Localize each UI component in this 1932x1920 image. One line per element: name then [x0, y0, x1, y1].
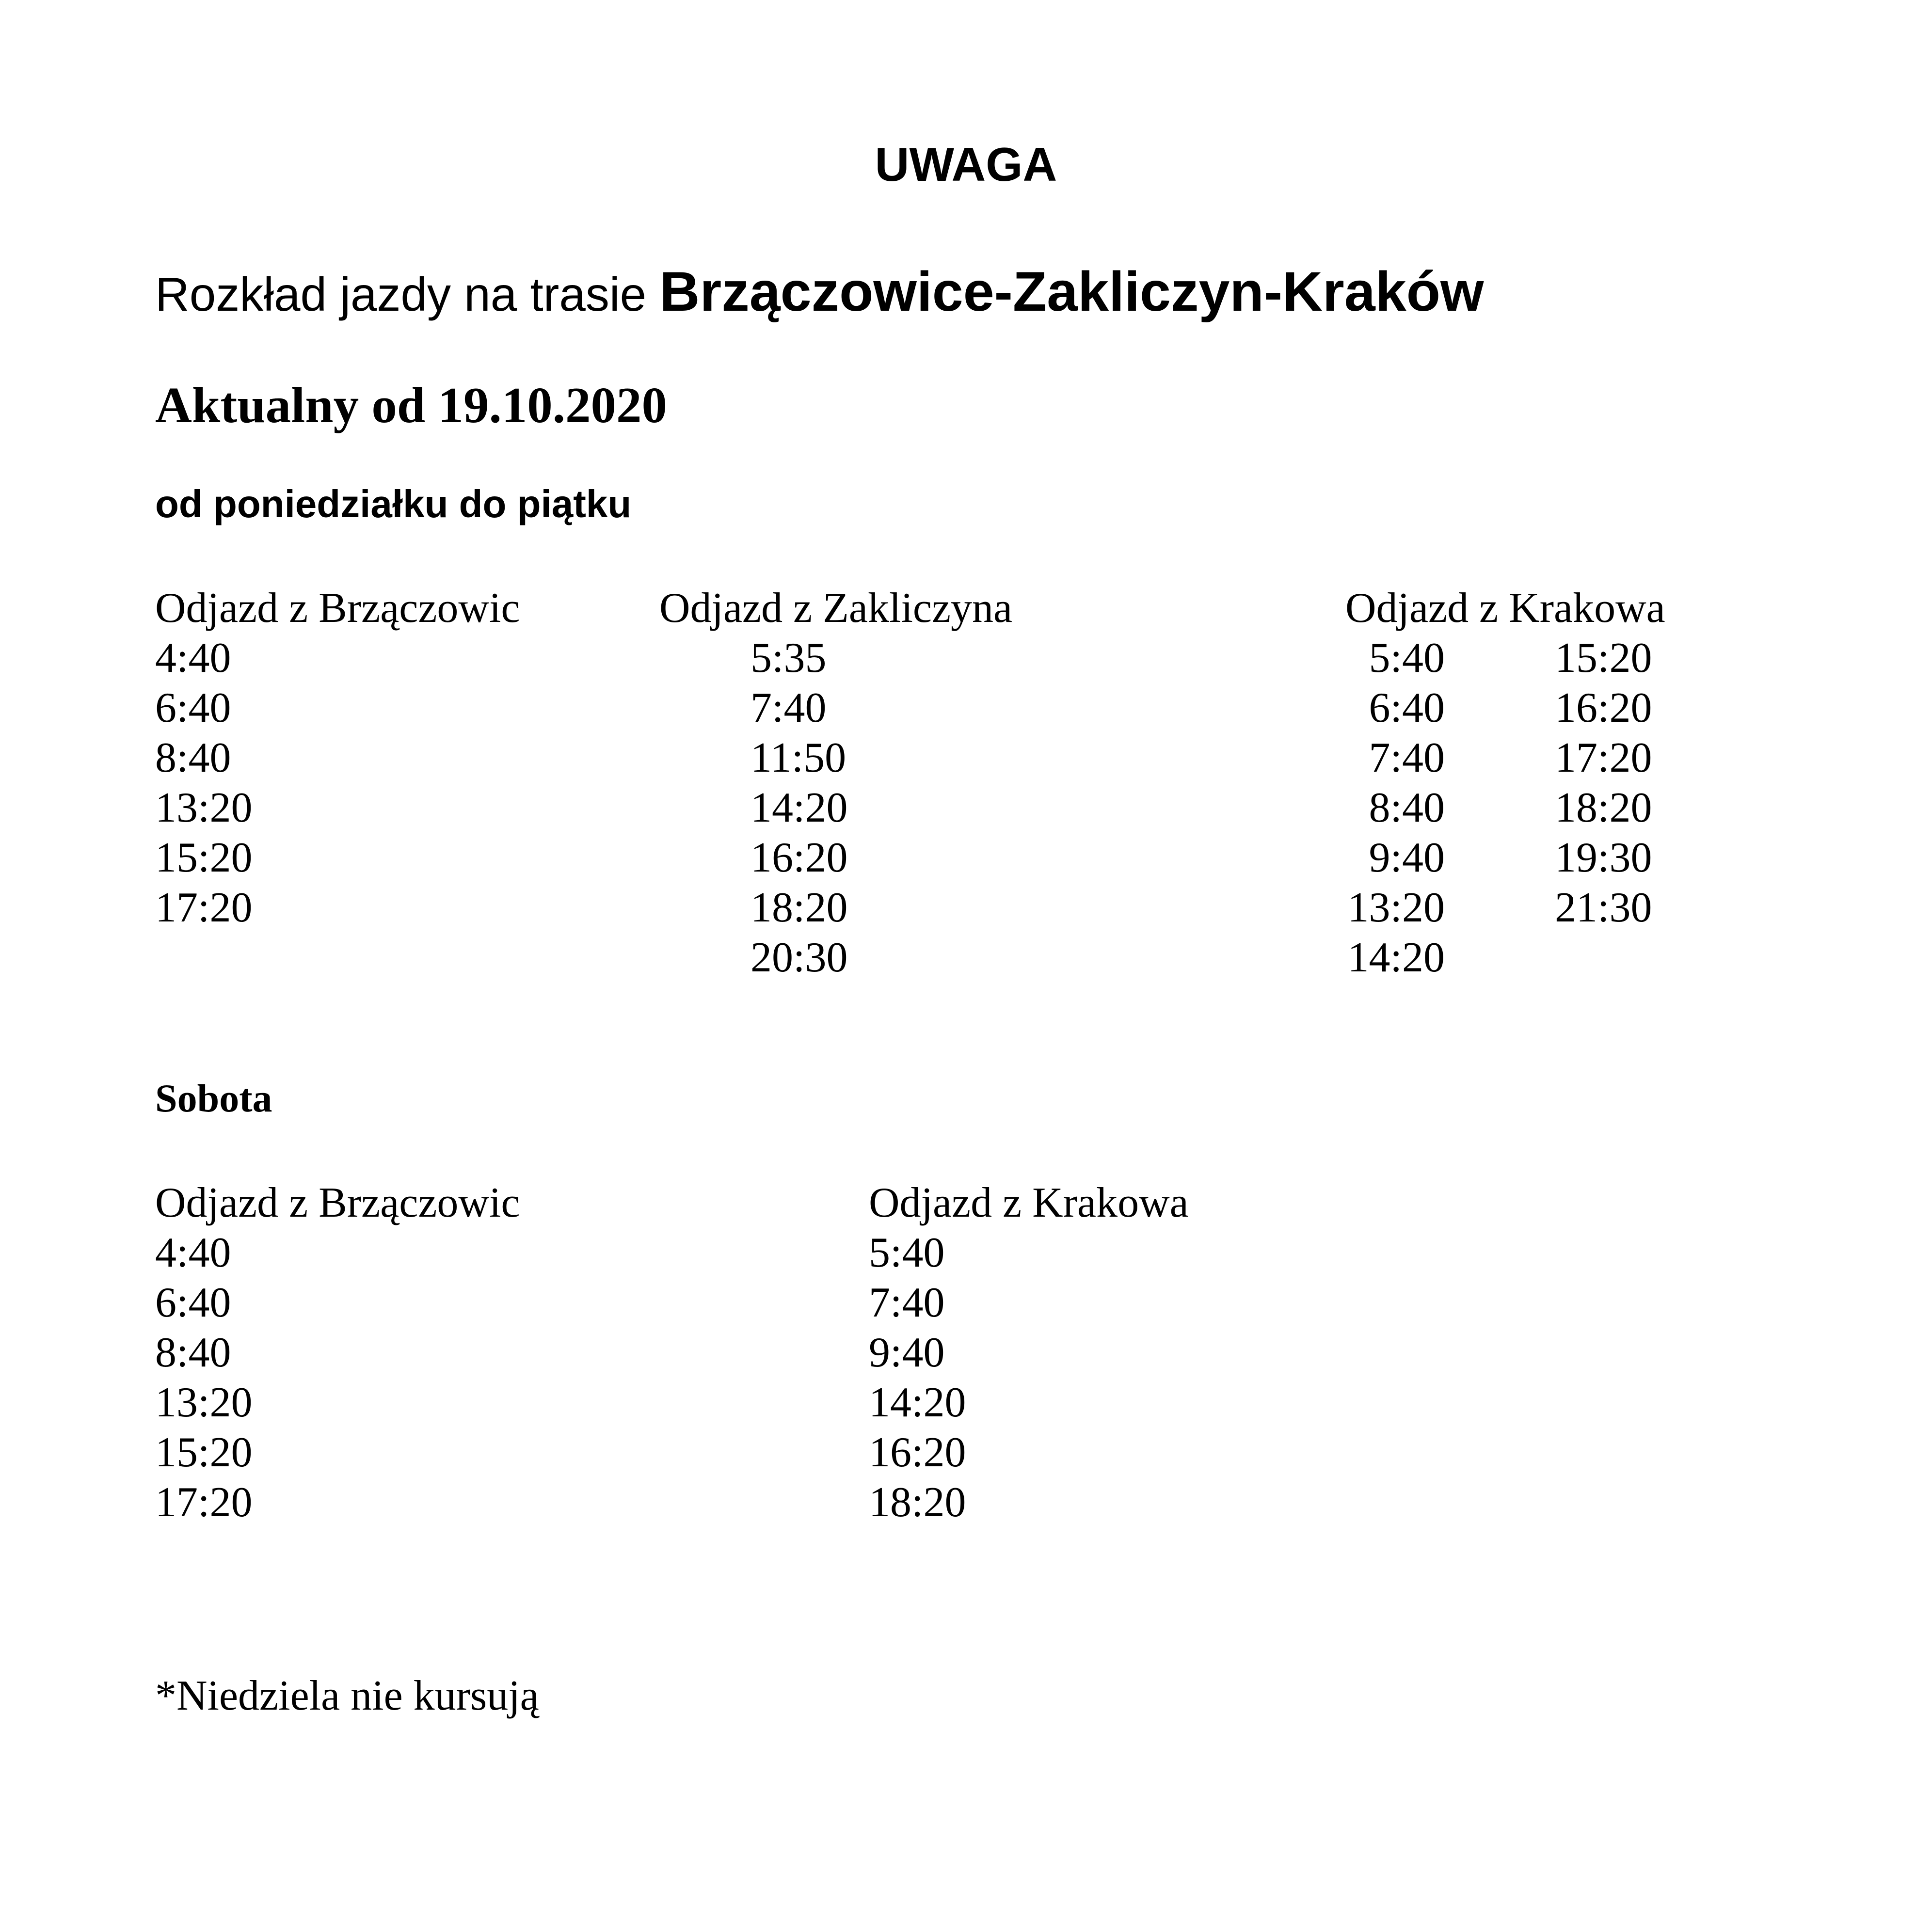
time-cell: 6:40 [155, 684, 231, 731]
route-line [155, 261, 1484, 323]
time-cell: 5:35 [750, 635, 827, 682]
time-cell: 14:20 [1347, 934, 1445, 981]
time-cell: 19:30 [1555, 834, 1652, 881]
time-cell: 17:20 [1555, 734, 1652, 781]
time-cell: 15:20 [1555, 635, 1652, 682]
time-cell: 13:20 [155, 784, 253, 831]
time-cell: 21:30 [1555, 884, 1652, 931]
saturday-krakow-column [869, 1178, 1189, 1527]
time-cell: 5:40 [869, 1229, 945, 1276]
weekdays-krakow-header-wrap [1345, 583, 1665, 633]
weekdays-krakow-times-1 [1309, 633, 1445, 983]
time-cell: 18:20 [1555, 784, 1652, 831]
time-cell: 13:20 [1347, 884, 1445, 931]
time-cell: 4:40 [155, 635, 231, 682]
time-cell: 8:40 [155, 1329, 231, 1376]
time-cell: 7:40 [1369, 734, 1445, 781]
saturday-krakow-header: Odjazd z Krakowa [869, 1179, 1189, 1226]
time-cell: 17:20 [155, 1479, 253, 1526]
time-cell: 14:20 [869, 1379, 966, 1426]
time-cell: 8:40 [155, 734, 231, 781]
time-cell: 6:40 [1369, 684, 1445, 731]
weekdays-zakliczyn-header: Odjazd z Zakliczyna [659, 585, 1013, 632]
time-cell: 15:20 [155, 1429, 253, 1476]
time-cell: 7:40 [750, 684, 827, 731]
weekdays-zakliczyn-times [750, 633, 847, 983]
time-cell: 9:40 [1369, 834, 1445, 881]
saturday-brzaczowice-header: Odjazd z Brzączowic [155, 1179, 520, 1226]
time-cell: 16:20 [869, 1429, 966, 1476]
sunday-footnote: *Niedziela nie kursują [155, 1672, 539, 1719]
route-prefix: Rozkład jazdy na trasie [155, 268, 660, 321]
time-cell: 17:20 [155, 884, 253, 931]
route-name: Brzączowice-Zakliczyn-Kraków [659, 261, 1484, 323]
time-cell: 18:20 [750, 884, 848, 931]
weekdays-krakow-times-2 [1555, 633, 1652, 933]
time-cell: 9:40 [869, 1329, 945, 1376]
weekdays-krakow-header: Odjazd z Krakowa [1345, 585, 1665, 632]
valid-from: Aktualny od 19.10.2020 [155, 377, 668, 433]
time-cell: 16:20 [1555, 684, 1652, 731]
time-cell: 14:20 [750, 784, 848, 831]
time-cell: 6:40 [155, 1279, 231, 1326]
time-cell: 18:20 [869, 1479, 966, 1526]
time-cell: 5:40 [1369, 635, 1445, 682]
weekdays-brzaczowice-column [155, 583, 520, 933]
weekdays-brzaczowice-header: Odjazd z Brzączowic [155, 585, 520, 632]
time-cell: 7:40 [869, 1279, 945, 1326]
time-cell: 4:40 [155, 1229, 231, 1276]
time-cell: 11:50 [750, 734, 846, 781]
saturday-heading: Sobota [155, 1076, 272, 1120]
time-cell: 13:20 [155, 1379, 253, 1426]
time-cell: 15:20 [155, 834, 253, 881]
weekdays-zakliczyn-header-wrap [659, 583, 1012, 633]
time-cell: 16:20 [750, 834, 848, 881]
weekdays-heading: od poniedziałku do piątku [155, 482, 632, 525]
page-title: UWAGA [875, 138, 1057, 191]
saturday-brzaczowice-column [155, 1178, 520, 1527]
time-cell: 8:40 [1369, 784, 1445, 831]
time-cell: 20:30 [750, 934, 848, 981]
